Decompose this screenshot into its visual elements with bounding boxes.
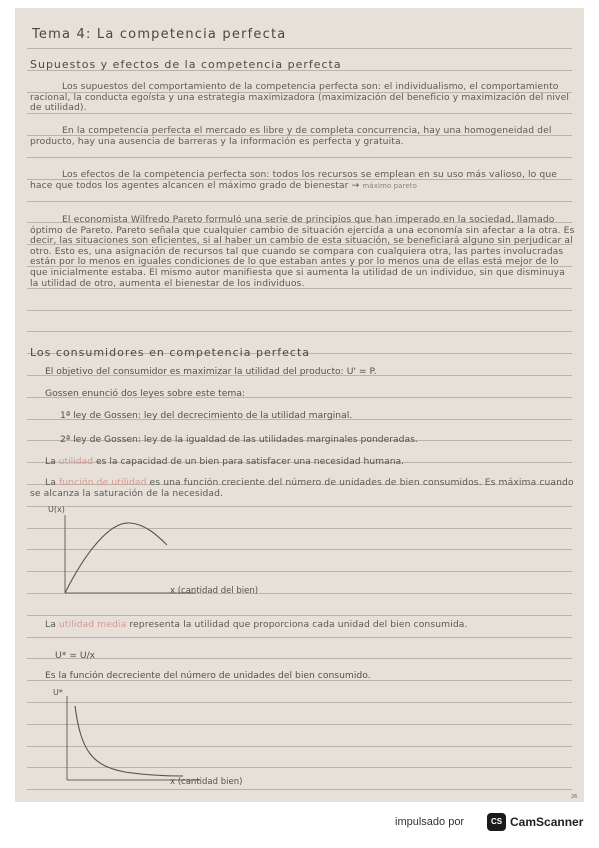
section-heading-consumidores: Los consumidores en competencia perfecta <box>30 346 310 359</box>
funcion-prefix: La <box>45 477 56 488</box>
graph2-x-label: x (cantidad bien) <box>170 777 243 787</box>
line-objetivo: El objetivo del consumidor es maximizar la utilidad del producto: U' = P. <box>45 366 377 377</box>
ruled-line <box>27 310 572 311</box>
utilidad-definition: es la capacidad de un bien para satisfacer una necesidad humana. <box>95 456 405 467</box>
line-funcion-utilidad <box>30 478 575 499</box>
pareto-note: máximo pareto <box>362 181 418 190</box>
funcion-term: función de utilidad <box>58 477 147 488</box>
ruled-line <box>27 506 572 507</box>
page-title: Tema 4: La competencia perfecta <box>32 27 287 42</box>
paragraph-efectos <box>30 170 575 191</box>
media-term: utilidad media <box>58 619 127 630</box>
media-definition: representa la utilidad que proporciona cada unidad del bien consumida. <box>129 619 468 630</box>
ruled-line <box>27 157 572 158</box>
line-gossen: Gossen enunció dos leyes sobre este tema: <box>45 388 246 399</box>
paragraph-pareto: El economista Wilfredo Pareto formuló una serie de principios que han imperado en la sociedad, llamado óptimo de Pareto. Pareto señala que cualquier cambio de situación ejercida a una economía sin afectar a la otra. Es decir, las situaciones son eficientes, si al haber un cambio de esta situación, se beneficiará alguno sin perjudicar al otro. Esto es, una asignación de recursos tal que cuando se compara con cualquiera otra, las partes involucradas están por lo menos en iguales condiciones de lo que estaban antes y por lo menos una de ellas está mejor de lo que inicialmente estaba. El mismo autor manifiesta que si aumenta la utilidad de un individuo, sin que disminuya la utilidad de otro, aumenta el bienestar de los individuos. <box>30 214 575 289</box>
average-utility-graph <box>55 694 205 789</box>
paragraph-supuestos: Los supuestos del comportamiento de la competencia perfecta son: el individualismo, el comportamiento racional, la conducta egoísta y una estrategia maximizadora (maximización del beneficio y maximización del nivel de utilidad). <box>30 81 569 114</box>
line-decreciente: Es la función decreciente del número de unidades del bien consumido. <box>45 670 371 681</box>
media-prefix: La <box>45 619 56 630</box>
efectos-text: Los efectos de la competencia perfecta son: todos los recursos se emplean en su uso más valioso, lo que hace que todos los agentes alcancen el máximo grado de bienestar <box>30 169 557 191</box>
camscanner-logo-icon[interactable]: CS <box>487 813 506 831</box>
arrow-icon: → <box>351 179 360 191</box>
line-ley-1: 1ª ley de Gossen: ley del decrecimiento de la utilidad marginal. <box>60 410 353 421</box>
utility-curve <box>65 523 167 593</box>
page-number: 26 <box>571 794 578 800</box>
graph2-y-label: U* <box>53 688 63 697</box>
utilidad-term: utilidad <box>58 456 94 467</box>
ruled-line <box>27 615 572 616</box>
notebook-page <box>15 8 584 802</box>
line-utilidad-media <box>30 620 575 631</box>
funcion-definition: es una función creciente del número de unidades de bien consumidos. Es máxima cuando se alcanza la saturación de la necesidad. <box>30 477 574 499</box>
paragraph-mercado: En la competencia perfecta el mercado es libre y de completa concurrencia, hay una homogeneidad del producto, hay una ausencia de barreras y la información es perfecta y gratuita. <box>30 125 552 147</box>
ruled-line <box>27 658 572 659</box>
average-utility-curve <box>75 706 183 776</box>
line-ley-2: 2ª ley de Gossen: ley de la igualdad de las utilidades marginales ponderadas. <box>60 434 418 445</box>
graph1-y-label: U(x) <box>48 505 65 514</box>
utilidad-prefix: La <box>45 456 56 467</box>
graph1-x-label: x (cantidad del bien) <box>170 586 259 596</box>
ruled-line <box>27 48 572 49</box>
ruled-line <box>27 201 572 202</box>
ruled-line <box>27 637 572 638</box>
section-heading-supuestos: Supuestos y efectos de la competencia perfecta <box>30 58 342 71</box>
formula-utilidad-media: U* = U/x <box>55 650 96 661</box>
powered-by-text: impulsado por <box>395 816 465 828</box>
ruled-line <box>27 331 572 332</box>
ruled-line <box>27 789 572 790</box>
camscanner-brand[interactable]: CamScanner <box>510 815 584 829</box>
line-utilidad <box>45 456 404 467</box>
